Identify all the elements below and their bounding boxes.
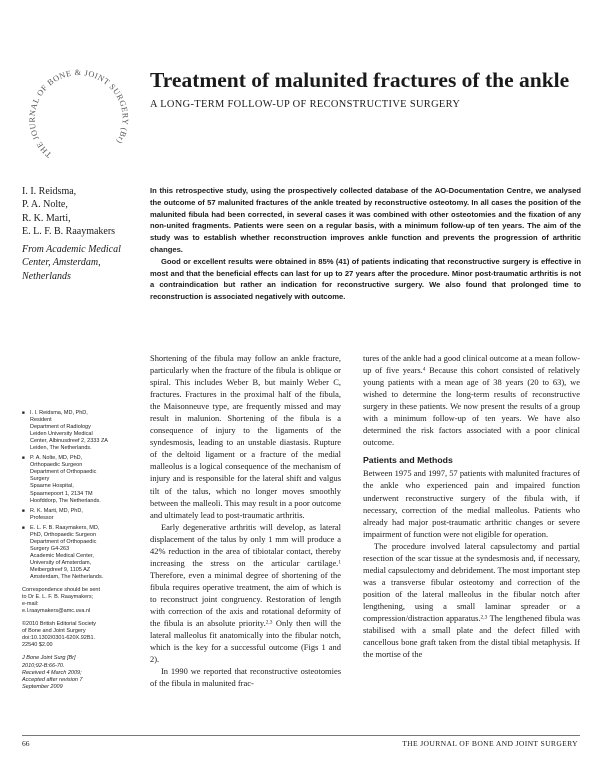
- logo-text: THE JOURNAL OF BONE & JOINT SURGERY (Br): [27, 68, 130, 160]
- author-name: E. L. F. B. Raaymakers: [22, 226, 116, 238]
- author-detail: ■ E. L. F. B. Raaymakers, MD, PhD, Orthopaedic Surgeon Department of Orthopaedic Surgery G4-263 Academic Medical Center, University of Amsterdam, Meibergdreef 9, 1105 AZ Amsterdam, The Netherlands.: [22, 525, 134, 581]
- body-paragraph: In 1990 we reported that reconstructive osteotomies of the fibula in malunited frac-: [150, 666, 341, 689]
- body-paragraph: The procedure involved lateral capsulectomy and partial resection of the scar tissue at the syndesmosis and, if necessary, medial capsulectomy and debridement. The most important step was a transverse fibular osteotomy and correction of the position of the lateral malleolus in the fibular notch after lengthening, using a small laminar spreader or a compression/distraction apparatus.$^{2,3}$ The lengthened fibula was stabilised with a small plate and the defect filled with cancellous bone graft taken from the distal tibial metaphysis. If the mortise of the: [363, 540, 580, 660]
- author-detail: ■ P. A. Nolte, MD, PhD, Orthopaedic Surgeon Department of Orthopaedic Surgery Spaarne Hospital, Spaarnepoort 1, 2134 TM Hoofddorp, The Netherlands.: [22, 455, 134, 504]
- article-subtitle: A LONG-TERM FOLLOW-UP OF RECONSTRUCTIVE SURGERY: [150, 99, 461, 110]
- abstract-paragraph: In this retrospective study, using the prospectively collected database of the AO-Documentation Centre, we analysed the outcome of 57 malunited fractures of the ankle treated by reconstructive osteotomy. In all cases the position of the malunited fibula had been corrected, in several cases it was combined with other osteotomies and the fixation of any non-united fragments. Patients were seen on a regular basis, with a minimum follow-up of ten years. The aim of the study was to establish whether reconstruction improves ankle function and prevents the progression of arthritic changes.: [150, 186, 581, 254]
- copyright-note: ©2010 British Editorial Society of Bone and Joint Surgery doi:10.1302/0301-620X.92B1. 22540 $2.00: [22, 621, 97, 649]
- article-title: Treatment of malunited fractures of the ankle: [150, 68, 570, 92]
- body-paragraph: Early degenerative arthritis will develop, as lateral displacement of the talus by only 1 mm will produce a 42% reduction in the area of tibiotalar contact, thereby increasing the stress on the articular cartilage.$^1$ Therefore, even a minimal degree of shortening of the fibula requires operative treatment, the aim of which is to reconstruct joint congruency. Restoration of length with correction of the axis and rotational deformity of the fibula is an absolute priority.$^{2,3}$ Only then will the lateral malleolus fit anatomically into the fibular notch, which is the key for a successful outcome (Figs 1 and 2).: [150, 521, 341, 665]
- running-footer: THE JOURNAL OF BONE AND JOINT SURGERY: [402, 739, 578, 748]
- author-name: P. A. Nolte,: [22, 199, 68, 211]
- author-name: R. K. Marti,: [22, 212, 71, 224]
- author-detail: ■ I. I. Reidsma, MD, PhD, Resident Department of Radiology Leiden University Medical Center, Albinusdreef 2, 2333 ZA Leiden, The Netherlands.: [22, 410, 134, 452]
- affiliation: From Academic Medical Center, Amsterdam, Netherlands: [22, 244, 121, 282]
- abstract: [150, 185, 581, 303]
- page-number: 66: [22, 739, 30, 748]
- section-heading: Patients and Methods: [363, 455, 453, 466]
- abstract-paragraph: Good or excellent results were obtained in 85% (41) of patients indicating that reconstructive surgery is effective in most and that the beneficial effects can last for up to 27 years after the procedure. Minor post-traumatic arthritis is not a contraindication but rather an indication for reconstructive surgery. We also found that prolonged time to reconstruction is associated negatively with outcome.: [150, 256, 581, 302]
- author-name: I. I. Reidsma,: [22, 186, 77, 197]
- body-paragraph: Between 1975 and 1997, 57 patients with malunited fractures of the ankle who experienced pain and impaired function underwent reconstructive surgery of the fibula with, if necessary, correction of the medial malleolus. Patients who already had major post-traumatic arthritic changes or severe impairment of function were not eligible for operation.: [363, 468, 580, 539]
- body-paragraph: tures of the ankle had a good clinical outcome at a mean follow-up of five years.$^4$ Because this cohort consisted of relatively young patients with a mean age of 38 years (20 to 63), we wished to determine the long-term results of reconstructive surgery in these patients. We now present the results of a group with a minimum follow-up of ten years. We have also determined the risk factors associated with a poor clinical outcome.: [363, 353, 580, 448]
- author-list: [22, 185, 152, 239]
- body-column-left: [150, 352, 341, 689]
- citation-info: J Bone Joint Surg [Br] 2010;92-B:66-70. Received 4 March 2009; Accepted after revision 7 September 2009: [22, 655, 83, 690]
- body-column-right: [363, 352, 580, 660]
- journal-logo: [22, 58, 132, 168]
- author-detail: ■ R. K. Marti, MD, PhD, Professor: [22, 508, 134, 522]
- body-paragraph: Shortening of the fibula may follow an ankle fracture, particularly when the fracture of the fibula is oblique or spiral. This includes Weber B, but mainly Weber C, fractures. Fractures in the proximal half of the fibula, the Maisonneuve type, are frequently missed and may result in malunion. Shortening of the fibula is a consequence of injury to the ligaments of the syndesmosis, leading to an unstable diastasis. Rupture of the deltoid ligament or a fracture of the medial malleolus is a logical consequence of the mechanism of injury and is responsible for the lateral shift and valgus tilt of the talus, which no longer moves smoothly between the malleoli. This may result in a poor outcome and ultimately lead to post-traumatic arthritis.: [150, 353, 341, 520]
- svg-text:THE JOURNAL OF BONE & JOINT SU: [28, 68, 130, 159]
- author-details-sidebar: [22, 410, 134, 691]
- footer-divider: [22, 735, 580, 736]
- correspondence-note: Correspondence should be sent to Dr E. L. F. B. Raaymakers; e-mail: e.l.raaymakers@amc.uva.nl: [22, 587, 100, 615]
